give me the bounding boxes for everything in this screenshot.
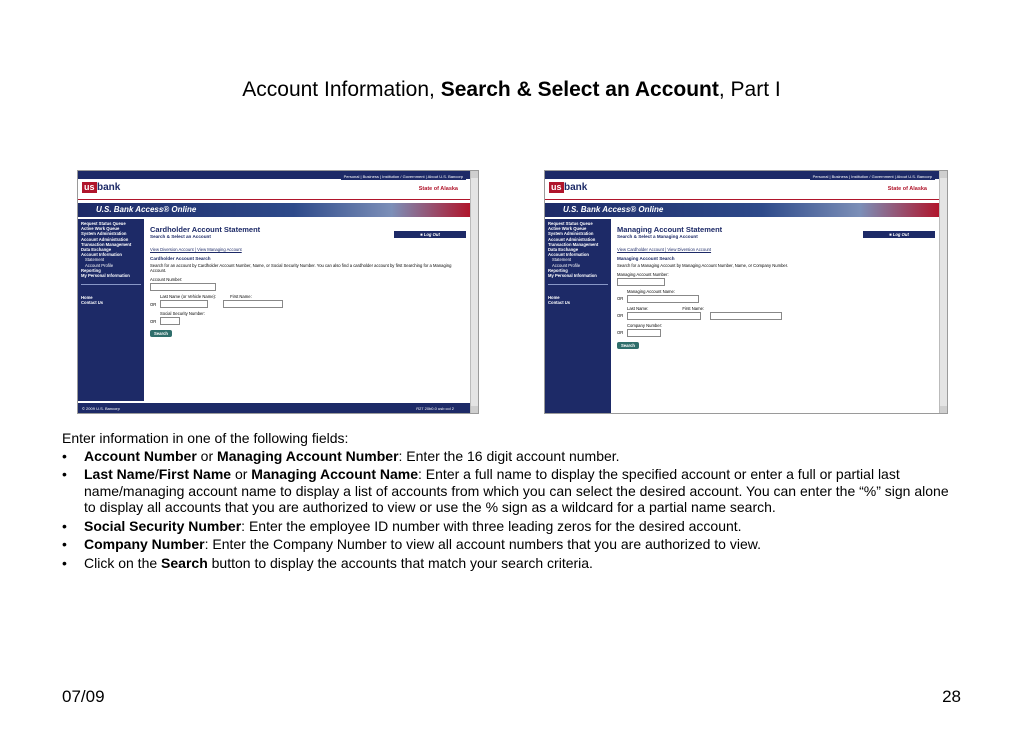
field-label: Managing Account Number: xyxy=(617,272,669,278)
sidebar-subitem[interactable]: Account Profile xyxy=(85,262,114,268)
sidebar-item[interactable]: System Administration xyxy=(81,231,127,237)
list-item: • Click on the Search button to display the accounts that match your search criteria. xyxy=(62,555,962,572)
state-label: State of Alaska xyxy=(418,186,458,192)
access-online-banner: U.S. Bank Access® Online xyxy=(545,203,939,217)
divider xyxy=(545,199,939,200)
scrollbar[interactable] xyxy=(939,171,947,413)
sidebar-item[interactable]: Data Exchange xyxy=(81,247,112,253)
field-label: Account Number: xyxy=(150,277,183,283)
or-label: OR xyxy=(150,318,157,324)
field-label: First Name: xyxy=(230,294,252,300)
usbank-logo: us bank xyxy=(84,182,121,193)
main-content xyxy=(150,225,466,401)
scrollbar[interactable] xyxy=(470,171,478,413)
sidebar-divider xyxy=(548,284,608,285)
top-links[interactable]: Personal | Business | Institution / Government | About U.S. Bancorp xyxy=(341,173,466,180)
instructions xyxy=(62,430,962,573)
list-item: • Last Name/First Name or Managing Account Name: Enter a full name to display the specified account or enter a full or partial last name/managing account name to display a list of accounts from which you can select the desired account. You can enter the “%” sign alone to display all accounts that you are authorized to view or use the % sign as a wildcard for a partial name search. xyxy=(62,466,962,516)
or-label: OR xyxy=(150,301,157,307)
main-content xyxy=(617,225,935,401)
account-number-input[interactable] xyxy=(150,283,216,291)
sidebar-item[interactable]: Data Exchange xyxy=(548,247,579,253)
search-button[interactable]: Search xyxy=(150,330,172,337)
sidebar xyxy=(545,219,611,413)
sidebar-item[interactable]: System Administration xyxy=(548,231,594,237)
or-label: OR xyxy=(617,330,624,336)
or-label: OR xyxy=(617,296,624,302)
section-description: Search for an account by Cardholder Account Number, Name, or Social Security Number. You can also find a cardholder account by first Searching for a Managing Account. xyxy=(150,263,452,274)
sidebar-item[interactable]: Account Information xyxy=(548,252,589,258)
footer-date: 07/09 xyxy=(62,687,105,706)
state-label: State of Alaska xyxy=(887,186,927,192)
sidebar-subitem[interactable]: Statement xyxy=(85,257,105,263)
page-number: 28 xyxy=(942,687,961,706)
sidebar-item-home[interactable]: Home xyxy=(81,295,93,301)
field-label: Social Security Number: xyxy=(160,311,205,317)
section-title: Cardholder Account Search xyxy=(150,256,211,261)
view-links[interactable]: View Diversion Account | View Managing Account xyxy=(150,247,242,252)
last-name-input[interactable] xyxy=(627,312,701,320)
last-name-input[interactable] xyxy=(160,300,208,308)
sidebar-item-contact[interactable]: Contact Us xyxy=(548,300,571,306)
sidebar-item[interactable]: Request Status Queue xyxy=(81,221,126,226)
sidebar-item[interactable]: Transaction Management xyxy=(548,241,599,247)
field-label: First Name: xyxy=(682,306,705,312)
instruction-list xyxy=(62,448,962,572)
page-heading: Managing Account Statement xyxy=(617,225,723,234)
sidebar xyxy=(78,219,144,401)
list-item: • Social Security Number: Enter the employee ID number with three leading zeros for the desired account. xyxy=(62,518,962,535)
first-name-input[interactable] xyxy=(710,312,782,320)
usbank-logo: us bank xyxy=(551,182,588,193)
field-label: Last Name: xyxy=(627,306,649,312)
logout-button[interactable]: ■ Log Out xyxy=(394,231,466,238)
footer-bar: © 2009 U.S. Bancorp R27 20b0.0 usb col 2 xyxy=(78,403,470,413)
intro-text: Enter information in one of the following fields: xyxy=(62,430,349,446)
sidebar-item[interactable]: Active Work Queue xyxy=(548,226,587,232)
cardholder-screenshot xyxy=(77,170,479,414)
sidebar-item[interactable]: Reporting xyxy=(81,267,101,273)
managing-account-number-input[interactable] xyxy=(617,278,665,286)
sidebar-item-home[interactable]: Home xyxy=(548,295,560,301)
sidebar-item[interactable]: Account Administration xyxy=(548,236,596,242)
page-heading: Cardholder Account Statement xyxy=(150,225,261,234)
section-title: Managing Account Search xyxy=(617,256,675,261)
managing-account-name-input[interactable] xyxy=(627,295,699,303)
page-subheading: Search & Select a Managing Account xyxy=(617,234,698,239)
list-item: • Company Number: Enter the Company Number to view all account numbers that you are authorized to view. xyxy=(62,536,962,553)
logout-button[interactable]: ■ Log Out xyxy=(863,231,935,238)
managing-screenshot xyxy=(544,170,948,414)
divider xyxy=(78,199,470,200)
ssn-input[interactable] xyxy=(160,317,180,325)
field-label: Company Number: xyxy=(627,323,663,329)
view-links[interactable]: View Cardholder Account | View Diversion Account xyxy=(617,247,712,252)
sidebar-item[interactable]: Reporting xyxy=(548,267,568,273)
first-name-input[interactable] xyxy=(223,300,283,308)
or-label: OR xyxy=(617,313,624,319)
search-button[interactable]: Search xyxy=(617,342,639,349)
sidebar-item[interactable]: My Personal Information xyxy=(81,273,130,279)
page-subheading: Search & Select an Account xyxy=(150,234,211,239)
sidebar-item-contact[interactable]: Contact Us xyxy=(81,300,104,306)
sidebar-item[interactable]: Account Information xyxy=(81,252,122,258)
section-description: Search for a Managing Account by Managing Account Number, Name, or Company Number. xyxy=(617,263,789,268)
sidebar-subitem[interactable]: Statement xyxy=(552,257,572,263)
sidebar-subitem[interactable]: Account Profile xyxy=(552,262,581,268)
sidebar-item[interactable]: Active Work Queue xyxy=(81,226,120,232)
sidebar-divider xyxy=(81,284,141,285)
top-links[interactable]: Personal | Business | Institution / Government | About U.S. Bancorp xyxy=(810,173,935,180)
slide-title: Account Information, Search & Select an Account, Part I xyxy=(242,78,781,101)
field-label: Managing Account Name: xyxy=(627,289,675,295)
sidebar-item[interactable]: Request Status Queue xyxy=(548,221,593,226)
sidebar-item[interactable]: My Personal Information xyxy=(548,273,597,279)
sidebar-item[interactable]: Account Administration xyxy=(81,236,129,242)
sidebar-item[interactable]: Transaction Management xyxy=(81,241,132,247)
list-item: • Account Number or Managing Account Number: Enter the 16 digit account number. xyxy=(62,448,962,465)
company-number-input[interactable] xyxy=(627,329,661,337)
field-label: Last Name (or Vehicle Name): xyxy=(160,294,217,300)
access-online-banner: U.S. Bank Access® Online xyxy=(78,203,470,217)
